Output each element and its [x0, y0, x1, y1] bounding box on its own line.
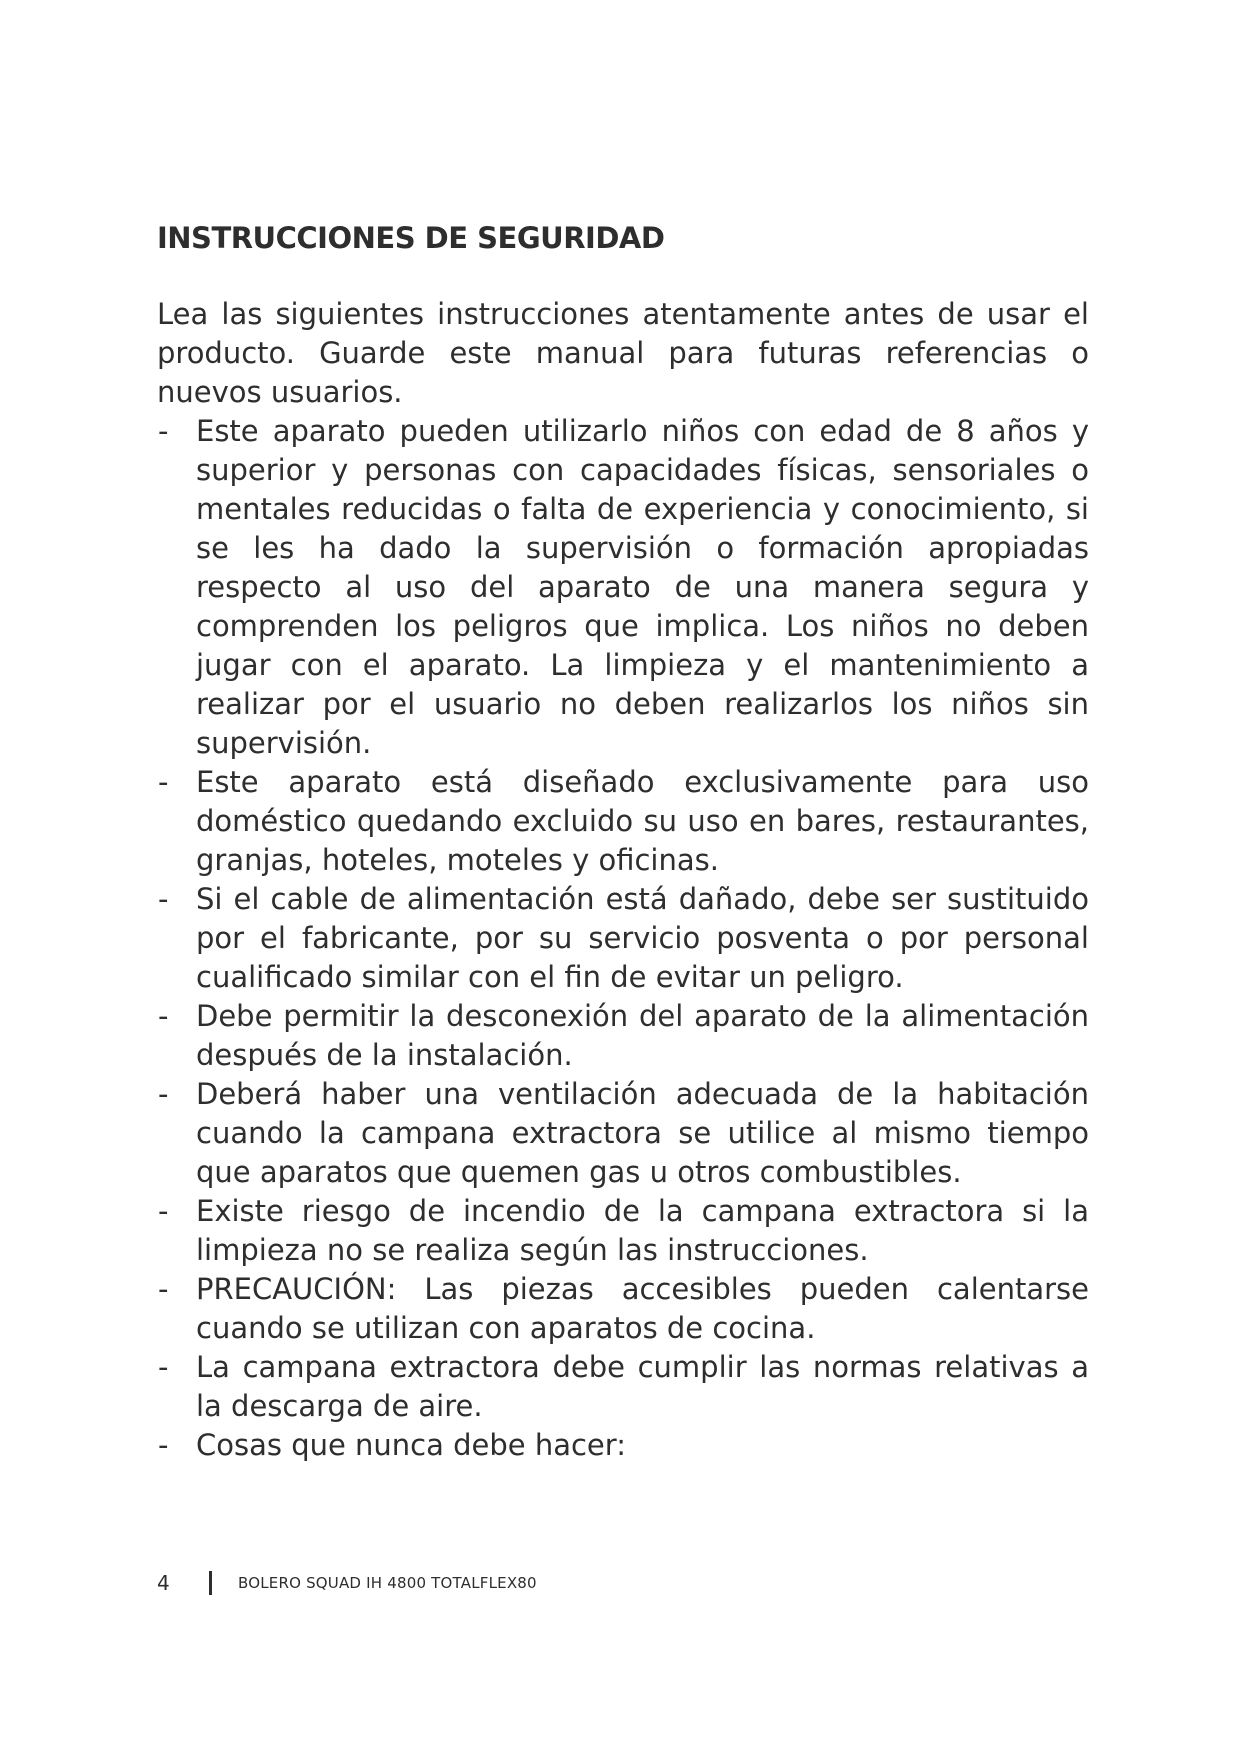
list-item-text: Este aparato pueden utilizarlo niños con edad de 8 años y superior y personas con capacidades físicas, sensoriales o mentales reducidas o falta de experiencia y conocimiento, si se les ha dado la supervisión o formación apropiadas respecto al uso del aparato de una manera segura y comprenden los peligros que implica. Los niños no deben jugar con el aparato. La limpieza y el mantenimiento a realizar por el usuario no deben realizarlos los niños sin supervisión.: [196, 414, 1089, 760]
page-footer: [157, 1568, 537, 1598]
list-item: [157, 763, 1089, 880]
list-item: [157, 1075, 1089, 1192]
list-item: [157, 1192, 1089, 1270]
bullet-dash: -: [158, 1428, 169, 1462]
footer-divider: [209, 1571, 212, 1595]
list-item-text: Si el cable de alimentación está dañado, debe ser sustituido por el fabricante, por su servicio posventa o por personal cualificado similar con el fin de evitar un peligro.: [196, 882, 1089, 994]
intro-paragraph: Lea las siguientes instrucciones atentamente antes de usar el producto. Guarde este manual para futuras referencias o nuevos usuarios.: [157, 297, 1089, 409]
list-item: [157, 1270, 1089, 1348]
bullet-dash: -: [158, 1194, 169, 1228]
page-number: 4: [157, 1571, 170, 1595]
list-item-text: PRECAUCIÓN: Las piezas accesibles pueden calentarse cuando se utilizan con aparatos de cocina.: [196, 1272, 1089, 1345]
bullet-dash: -: [158, 882, 169, 916]
product-name: BOLERO SQUAD IH 4800 TOTALFLEX80: [238, 1574, 537, 1592]
bullet-dash: -: [158, 765, 169, 799]
bullet-dash: -: [158, 414, 169, 448]
safety-content: [157, 295, 1089, 1465]
list-item-text: Este aparato está diseñado exclusivamente para uso doméstico quedando excluido su uso en bares, restaurantes, granjas, hoteles, moteles y oficinas.: [196, 765, 1089, 877]
safety-list: [157, 412, 1089, 1465]
bullet-dash: -: [158, 1272, 169, 1306]
bullet-dash: -: [158, 1077, 169, 1111]
list-item-text: La campana extractora debe cumplir las normas relativas a la descarga de aire.: [196, 1350, 1089, 1423]
list-item-text: Deberá haber una ventilación adecuada de la habitación cuando la campana extractora se utilice al mismo tiempo que aparatos que quemen gas u otros combustibles.: [196, 1077, 1089, 1189]
list-item-text: Debe permitir la desconexión del aparato de la alimentación después de la instalación.: [196, 999, 1089, 1072]
list-item-text: Cosas que nunca debe hacer:: [196, 1428, 626, 1462]
page-title: INSTRUCCIONES DE SEGURIDAD: [157, 221, 665, 255]
list-item: [157, 880, 1089, 997]
list-item: [157, 412, 1089, 763]
list-item-text: Existe riesgo de incendio de la campana extractora si la limpieza no se realiza según las instrucciones.: [196, 1194, 1089, 1267]
bullet-dash: -: [158, 999, 169, 1033]
list-item: [157, 997, 1089, 1075]
bullet-dash: -: [158, 1350, 169, 1384]
list-item: [157, 1426, 1089, 1465]
list-item: [157, 1348, 1089, 1426]
